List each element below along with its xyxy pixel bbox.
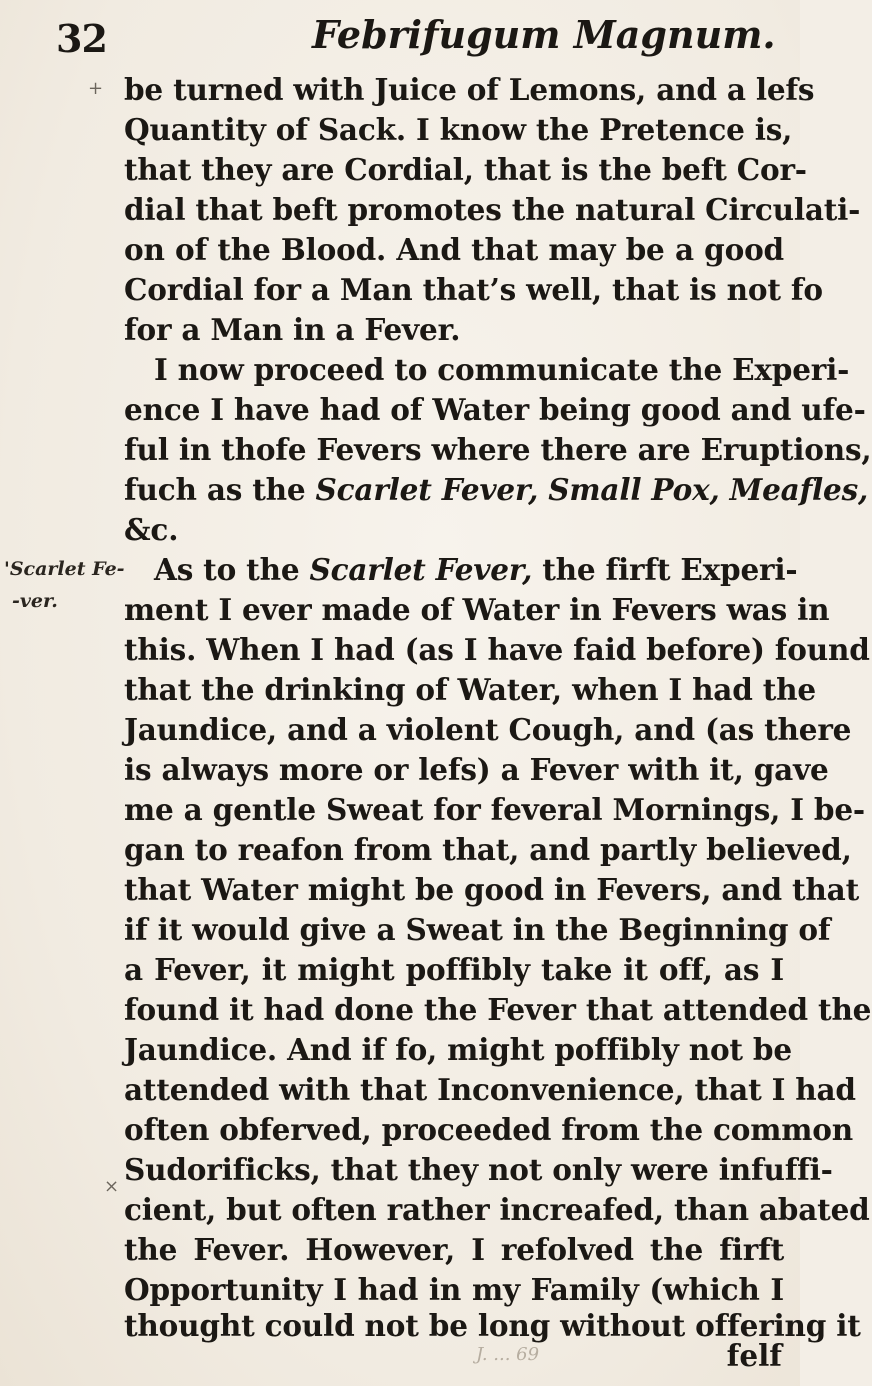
text-line: cient, but often rather increafed, than abated <box>124 1192 870 1227</box>
text-line: ence I have had of Water being good and ufe- <box>124 392 866 427</box>
text-span: As to the <box>154 552 300 587</box>
italic-phrase: Meafles, <box>729 472 869 507</box>
text-line: be turned with Juice of Lemons, and a lefs <box>124 72 815 107</box>
catchword: felf <box>726 1338 782 1373</box>
text-line: is always more or lefs) a Fever with it, gave <box>124 752 829 787</box>
text-line: that the drinking of Water, when I had the <box>124 672 816 707</box>
text-line <box>154 550 798 590</box>
text-line: ment I ever made of Water in Fevers was in <box>124 592 830 627</box>
text-line: ful in thofe Fevers where there are Eruptions, <box>124 432 872 467</box>
margin-note: 'Scarlet Fe- <box>4 558 125 580</box>
text-line: often obferved, proceeded from the common <box>124 1112 853 1147</box>
page-number: 32 <box>56 16 107 61</box>
margin-note: -ver. <box>12 590 58 612</box>
text-line: Jaundice. And if fo, might poffibly not be <box>124 1032 792 1067</box>
faint-handwriting: J. ... 69 <box>476 1344 540 1365</box>
text-line: thought could not be long without offering it <box>124 1308 861 1343</box>
text-span: fuch as the <box>124 472 306 507</box>
text-line: that Water might be good in Fevers, and that <box>124 872 860 907</box>
text-span: the firft Experi- <box>542 552 798 587</box>
text-line: for a Man in a Fever. <box>124 312 461 347</box>
italic-phrase: Scarlet Fever, <box>309 552 533 587</box>
text-line: found it had done the Fever that attended the <box>124 992 872 1027</box>
text-line: me a gentle Sweat for feveral Mornings, I be- <box>124 792 865 827</box>
text-line: the Fever. However, I refolved the firft <box>124 1232 784 1267</box>
text-line <box>124 470 869 510</box>
italic-phrase: Scarlet Fever, <box>315 472 539 507</box>
text-line: attended with that Inconvenience, that I had <box>124 1072 856 1107</box>
text-line: Opportunity I had in my Family (which I <box>124 1272 784 1307</box>
text-line: Cordial for a Man that’s well, that is not fo <box>124 272 823 307</box>
text-line: this. When I had (as I have faid before) found <box>124 632 870 667</box>
text-line: &c. <box>124 512 179 547</box>
text-line: a Fever, it might poffibly take it off, as I <box>124 952 784 987</box>
text-line: that they are Cordial, that is the beft Cor- <box>124 152 807 187</box>
text-line: I now proceed to communicate the Experi- <box>154 352 850 387</box>
running-title: Febrifugum Magnum. <box>312 12 776 57</box>
text-line: Jaundice, and a violent Cough, and (as there <box>124 712 852 747</box>
pencil-mark-icon: × <box>104 1176 120 1197</box>
text-line: dial that beft promotes the natural Circulati- <box>124 192 861 227</box>
pencil-mark-icon: + <box>88 78 104 99</box>
text-line: Sudorificks, that they not only were infuffi- <box>124 1152 833 1187</box>
text-line: gan to reafon from that, and partly believed, <box>124 832 852 867</box>
text-line: Quantity of Sack. I know the Pretence is, <box>124 112 793 147</box>
text-line: if it would give a Sweat in the Beginning of <box>124 912 831 947</box>
text-line: on of the Blood. And that may be a good <box>124 232 784 267</box>
italic-phrase: Small Pox, <box>548 472 720 507</box>
